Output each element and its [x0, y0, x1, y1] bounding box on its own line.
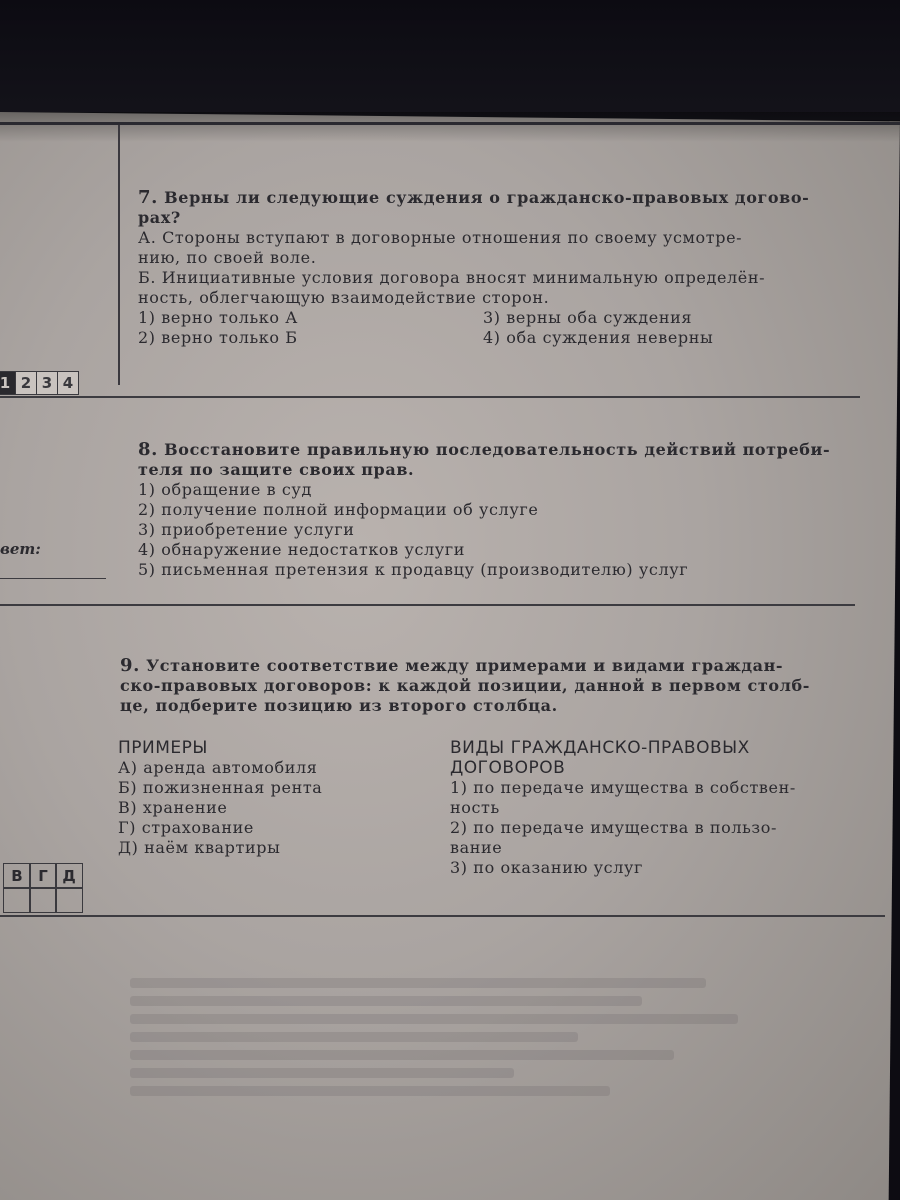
task-9-type-3: 3) по оказанию услуг — [450, 858, 644, 877]
task-9-right-column — [450, 738, 796, 878]
task-9-example-b: Б) пожизненная рента — [118, 778, 323, 797]
task-7-number: 7. — [138, 187, 158, 208]
grid-header-g: Г — [29, 863, 57, 889]
task-7-question-line-2: рах? — [138, 208, 181, 227]
task-9-left-header: ПРИМЕРЫ — [118, 738, 208, 758]
divider-after-task-9 — [0, 915, 885, 917]
task-7-option-4[interactable]: 4) оба суждения неверны — [483, 328, 714, 347]
task-9-answer-grid — [4, 864, 82, 912]
answer-box-2[interactable]: 2 — [15, 371, 37, 395]
task-7-statement-a-line-2: нию, по своей воле. — [138, 248, 317, 267]
task-8-item-4: 4) обнаружение недостатков услуги — [138, 540, 466, 559]
task-7-answer-boxes — [0, 371, 78, 395]
task-7-option-2[interactable]: 2) верно только Б — [138, 328, 298, 347]
task-9-example-a: А) аренда автомобиля — [118, 758, 318, 777]
task-9-example-g: Г) страхование — [118, 818, 254, 837]
task-8-item-5: 5) письменная претензия к продавцу (производителю) услуг — [138, 560, 689, 579]
task-8-question — [138, 440, 830, 460]
task-9-type-1-line-1: 1) по передаче имущества в собствен- — [450, 778, 796, 797]
task-9-question-line-1: Установите соответствие между примерами и видами граждан- — [146, 656, 784, 675]
bleed-through-text — [130, 970, 770, 1170]
grid-answer-g[interactable] — [29, 887, 57, 913]
task-8-item-3: 3) приобретение услуги — [138, 520, 355, 539]
task-9-type-1-line-2: ность — [450, 798, 500, 817]
task-9-question-line-3: це, подберите позицию из второго столбца. — [120, 696, 558, 715]
answer-box-3[interactable]: 3 — [36, 371, 58, 395]
grid-header-d: Д — [55, 863, 83, 889]
task-9-right-header-line-2: ДОГОВОРОВ — [450, 758, 566, 778]
task-7-statement-b-line-2: ность, облегчающую взаимодействие сторон. — [138, 288, 550, 307]
task-9-type-2-line-1: 2) по передаче имущества в пользо- — [450, 818, 778, 837]
grid-header-v: В — [3, 863, 31, 889]
grid-answer-v[interactable] — [3, 887, 31, 913]
task-7-question — [138, 188, 828, 208]
divider-after-task-8 — [0, 604, 855, 606]
task-7-question-line-1: Верны ли следующие суждения о гражданско-правовых догово- — [164, 188, 810, 207]
dark-background — [0, 0, 900, 120]
task-8-item-2: 2) получение полной информации об услуге — [138, 500, 539, 519]
task-9-example-d: Д) наём квартиры — [118, 838, 281, 857]
task-7-options-row-2 — [138, 328, 828, 348]
task-9-right-header-line-1: ВИДЫ ГРАЖДАНСКО-ПРАВОВЫХ — [450, 738, 750, 758]
task-8 — [138, 440, 830, 580]
task-8-question-line-2: теля по защите своих прав. — [138, 460, 415, 479]
task-9-question-line-2: ско-правовых договоров: к каждой позиции, данной в первом столб- — [120, 676, 811, 695]
page-shadow — [0, 112, 900, 142]
task-7 — [138, 188, 828, 348]
task-9-left-column — [118, 738, 322, 858]
task-8-number: 8. — [138, 439, 158, 460]
task-9-example-v: В) хранение — [118, 798, 228, 817]
divider-after-task-7 — [0, 396, 860, 398]
task-9-number: 9. — [120, 655, 140, 676]
answer-box-1[interactable]: 1 — [0, 371, 16, 395]
frame-side-line — [118, 125, 120, 385]
task-9-type-2-line-2: вание — [450, 838, 503, 857]
task-9 — [120, 656, 810, 716]
task-7-options-row-1 — [138, 308, 828, 328]
task-8-item-1: 1) обращение в суд — [138, 480, 312, 499]
task-7-statement-b-line-1: Б. Инициативные условия договора вносят минимальную определён- — [138, 268, 766, 287]
answer-box-4[interactable]: 4 — [57, 371, 79, 395]
task-9-question — [120, 656, 810, 676]
task-7-option-1[interactable]: 1) верно только А — [138, 308, 299, 327]
task-8-answer-line[interactable] — [0, 578, 106, 579]
task-7-option-3[interactable]: 3) верны оба суждения — [483, 308, 693, 327]
task-8-answer-label: вет: — [0, 540, 41, 558]
frame-top-line — [0, 122, 900, 125]
task-7-statement-a-line-1: А. Стороны вступают в договорные отношения по своему усмотре- — [138, 228, 743, 247]
task-8-question-line-1: Восстановите правильную последовательность действий потреби- — [164, 440, 831, 459]
grid-answer-d[interactable] — [55, 887, 83, 913]
